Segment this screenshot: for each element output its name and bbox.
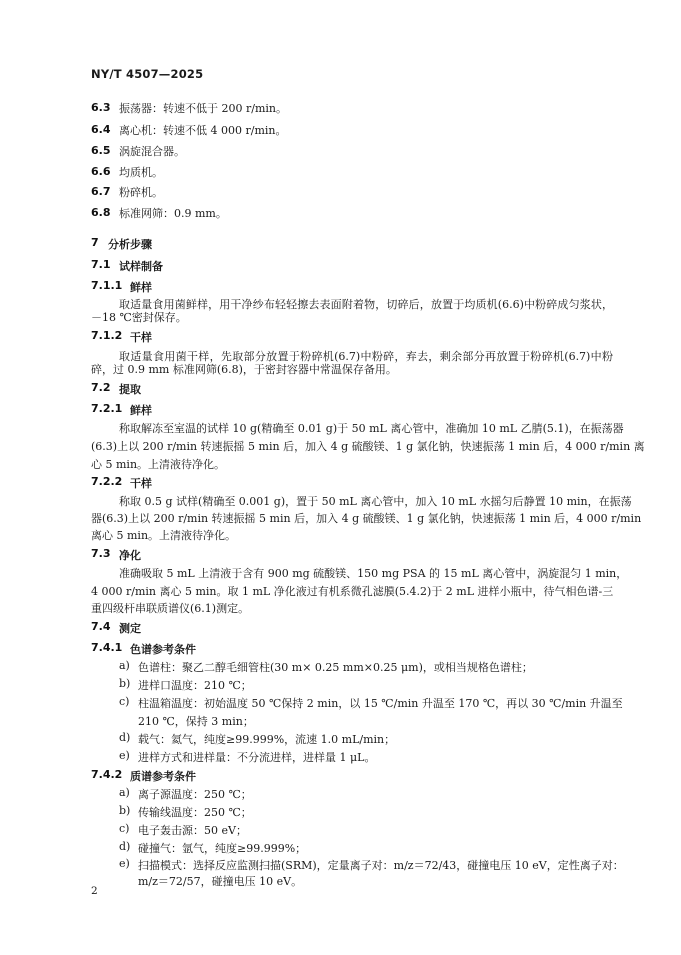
item-number: 6.8 [91,206,111,219]
subsection-title: 色谱参考条件 [130,643,196,656]
subsection-title: 干样 [130,331,152,344]
list-label: b) [119,677,131,690]
subsection-number: 7.4.1 [91,641,123,654]
standard-code-header: NY/T 4507—2025 [91,67,204,81]
paragraph-line: 器(6.3)上以 200 r/min 转速振摇 5 min 后，加入 4 g 硫酸镁、1 g 氯化钠，快速振荡 1 min 后，4 000 r/min [91,512,642,525]
paragraph-line: 准确吸取 5 mL 上清液于含有 900 mg 硫酸镁、150 mg PSA 的 15 mL 离心管中，涡旋混匀 1 min， [119,567,628,580]
paragraph-line: 心 5 min。上清液待净化。 [91,458,226,471]
list-label: d) [119,840,131,853]
section-number: 7.4 [91,620,111,633]
section-number: 7.1 [91,258,111,271]
list-item-text: 柱温箱温度：初始温度 50 ℃保持 2 min，以 15 ℃/min 升温至 170 ℃，再以 30 ℃/min 升温至 [138,697,623,710]
subsection-number: 7.4.2 [91,768,123,781]
paragraph-line: －18 ℃密封保存。 [91,311,187,324]
item-text: 涡旋混合器。 [119,145,185,158]
list-item-text: 载气：氦气，纯度≥99.999%，流速 1.0 mL/min； [138,733,396,746]
paragraph-line: (6.3)上以 200 r/min 转速振摇 5 min 后，加入 4 g 硫酸镁、1 g 氯化钠，快速振荡 1 min 后，4 000 r/min 离 [91,440,645,453]
list-label: e) [119,857,130,870]
paragraph-line: 称取 0.5 g 试样(精确至 0.001 g)，置于 50 mL 离心管中，加入 10 mL 水摇匀后静置 10 min，在振荡 [119,495,632,508]
list-label: a) [119,659,130,672]
section-title: 提取 [119,383,141,396]
subsection-title: 干样 [130,477,152,490]
page-number: 2 [91,885,98,897]
paragraph-line: 4 000 r/min 离心 5 min。取 1 mL 净化液过有机系微孔滤膜(5.4.2)于 2 mL 进样小瓶中，待气相色谱-三 [91,585,614,598]
paragraph-line: 称取解冻至室温的试样 10 g(精确至 0.01 g)于 50 mL 离心管中，准确加 10 mL 乙腈(5.1)，在振荡器 [119,422,624,435]
list-label: e) [119,749,130,762]
paragraph-line: 离心 5 min。上清液待净化。 [91,529,237,542]
subsection-number: 7.2.2 [91,475,123,488]
list-item-text: 碰撞气：氩气，纯度≥99.999%； [138,842,307,855]
paragraph-line: 重四级杆串联质谱仪(6.1)测定。 [91,602,250,615]
item-number: 6.5 [91,144,111,157]
list-label: a) [119,786,130,799]
item-text: 粉碎机。 [119,186,163,199]
subsection-number: 7.2.1 [91,402,123,415]
list-item-text: m/z＝72/57，碰撞电压 10 eV。 [138,875,303,888]
list-label: c) [119,822,130,835]
section-number: 7 [91,236,99,249]
item-number: 6.6 [91,165,111,178]
item-number: 6.7 [91,185,111,198]
paragraph-line: 取适量食用菌鲜样，用干净纱布轻轻擦去表面附着物，切碎后，放置于均质机(6.6)中粉碎成匀浆状， [119,298,613,311]
item-text: 离心机：转速不低 4 000 r/min。 [119,124,287,137]
item-text: 振荡器：转速不低于 200 r/min。 [119,102,287,115]
paragraph-line: 碎，过 0.9 mm 标准网筛(6.8)，于密封容器中常温保存备用。 [91,363,397,376]
list-item-text: 电子轰击源：50 eV； [138,824,247,837]
list-item-text: 色谱柱：聚乙二醇毛细管柱(30 m× 0.25 mm×0.25 μm)，或相当规格色谱柱； [138,661,533,674]
list-item-text: 扫描模式：选择反应监测扫描(SRM)，定量离子对：m/z＝72/43，碰撞电压 10 eV，定性离子对： [138,859,624,872]
section-title: 试样制备 [119,260,163,273]
section-number: 7.3 [91,547,111,560]
list-item-text: 传输线温度：250 ℃； [138,806,252,819]
subsection-title: 鲜样 [130,404,152,417]
subsection-number: 7.1.1 [91,279,123,292]
section-title: 分析步骤 [108,238,152,251]
section-number: 7.2 [91,381,111,394]
item-number: 6.3 [91,101,111,114]
list-label: d) [119,731,131,744]
section-title: 测定 [119,622,141,635]
list-label: c) [119,695,130,708]
list-item-text: 离子源温度：250 ℃； [138,788,252,801]
subsection-number: 7.1.2 [91,329,123,342]
list-item-text: 进样口温度：210 ℃； [138,679,252,692]
list-label: b) [119,804,131,817]
subsection-title: 鲜样 [130,281,152,294]
paragraph-line: 取适量食用菌干样，先取部分放置于粉碎机(6.7)中粉碎，弃去，剩余部分再放置于粉碎机(6.7)中粉 [119,350,613,363]
item-number: 6.4 [91,123,111,136]
list-item-text: 进样方式和进样量：不分流进样，进样量 1 μL。 [138,751,376,764]
list-item-text: 210 ℃，保持 3 min； [138,715,254,728]
item-text: 标准网筛：0.9 mm。 [119,207,227,220]
subsection-title: 质谱参考条件 [130,770,196,783]
item-text: 均质机。 [119,166,163,179]
section-title: 净化 [119,549,141,562]
